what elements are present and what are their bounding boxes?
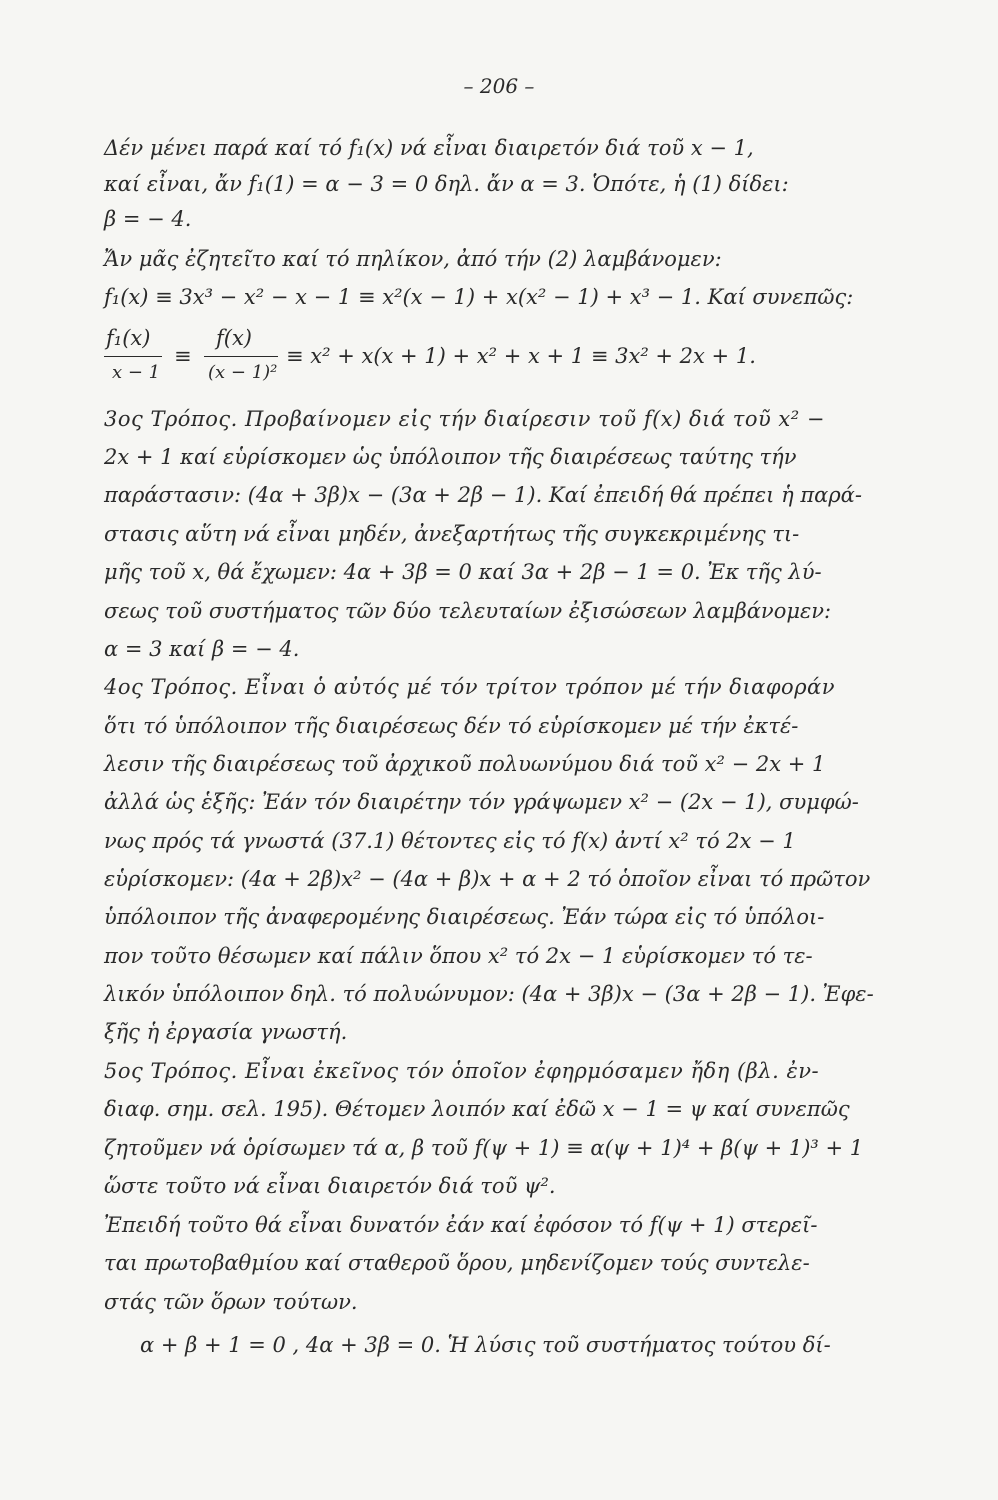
text-line-13: 4ος Τρόπος. Εἶναι ὁ αὐτός μέ τόν τρίτον τρόπον μέ τήν διαφοράν bbox=[104, 675, 835, 699]
fraction-2-bar bbox=[204, 356, 278, 357]
text-line-5: f₁(x) ≡ 3x³ − x² − x − 1 ≡ x²(x − 1) + x(x² − 1) + x³ − 1. Καί συνεπῶς: bbox=[104, 285, 854, 309]
text-line-18: εὑρίσκομεν: (4α + 2β)x² − (4α + β)x + α + 2 τό ὁποῖον εἶναι τό πρῶτον bbox=[104, 867, 871, 891]
text-line-12: α = 3 καί β = − 4. bbox=[104, 637, 300, 661]
text-line-3: β = − 4. bbox=[104, 207, 192, 231]
text-line-16: ἀλλά ὡς ἑξῆς: Ἐάν τόν διαιρέτην τόν γράψωμεν x² − (2x − 1), συμφώ- bbox=[104, 790, 859, 814]
fraction-result: ≡ x² + x(x + 1) + x² + x + 1 ≡ 3x² + 2x + 1. bbox=[286, 344, 756, 368]
text-line-30: α + β + 1 = 0 , 4α + 3β = 0. Ἡ λύσις τοῦ συστήματος τούτου δί- bbox=[140, 1333, 831, 1357]
text-line-1: Δέν μένει παρά καί τό f₁(x) νά εἶναι διαιρετόν διά τοῦ x − 1, bbox=[104, 136, 754, 160]
fraction-1-numerator: f₁(x) bbox=[106, 326, 151, 350]
text-line-10: μῆς τοῦ x, θά ἔχωμεν: 4α + 3β = 0 καί 3α + 2β − 1 = 0. Ἐκ τῆς λύ- bbox=[104, 560, 822, 584]
text-line-20: πον τοῦτο θέσωμεν καί πάλιν ὅπου x² τό 2x − 1 εὑρίσκομεν τό τε- bbox=[104, 944, 813, 968]
text-line-24: διαφ. σημ. σελ. 195). Θέτομεν λοιπόν καί ἐδῶ x − 1 = ψ καί συνεπῶς bbox=[104, 1097, 850, 1121]
fraction-2-numerator: f(x) bbox=[216, 326, 253, 350]
text-line-25: ζητοῦμεν νά ὁρίσωμεν τά α, β τοῦ f(ψ + 1) ≡ α(ψ + 1)⁴ + β(ψ + 1)³ + 1 bbox=[104, 1136, 864, 1160]
fraction-equation bbox=[104, 326, 934, 386]
fraction-1-bar bbox=[104, 356, 162, 357]
text-line-2: καί εἶναι, ἄν f₁(1) = α − 3 = 0 δηλ. ἄν α = 3. Ὁπότε, ἡ (1) δίδει: bbox=[104, 172, 789, 196]
text-line-9: στασις αὕτη νά εἶναι μηδέν, ἀνεξαρτήτως τῆς συγκεκριμένης τι- bbox=[104, 522, 800, 546]
text-line-23: 5ος Τρόπος. Εἶναι ἐκεῖνος τόν ὁποῖον ἐφηρμόσαμεν ἤδη (βλ. ἐν- bbox=[104, 1059, 820, 1083]
text-line-19: ὑπόλοιπον τῆς ἀναφερομένης διαιρέσεως. Ἐάν τώρα εἰς τό ὑπόλοι- bbox=[104, 905, 825, 929]
text-line-29: στάς τῶν ὅρων τούτων. bbox=[104, 1290, 358, 1314]
equivalence-sign: ≡ bbox=[174, 344, 192, 368]
text-line-27: Ἐπειδή τοῦτο θά εἶναι δυνατόν ἐάν καί ἐφόσον τό f(ψ + 1) στερεῖ- bbox=[104, 1213, 818, 1237]
text-line-11: σεως τοῦ συστήματος τῶν δύο τελευταίων ἐξισώσεων λαμβάνομεν: bbox=[104, 599, 832, 623]
page-number: – 206 – bbox=[463, 74, 535, 98]
text-line-22: ξῆς ἡ ἐργασία γνωστή. bbox=[104, 1020, 348, 1044]
text-line-6: 3ος Τρόπος. Προβαίνομεν εἰς τήν διαίρεσιν τοῦ f(x) διά τοῦ x² − bbox=[104, 407, 825, 431]
fraction-2-denominator: (x − 1)² bbox=[208, 362, 278, 383]
text-line-26: ὥστε τοῦτο νά εἶναι διαιρετόν διά τοῦ ψ². bbox=[104, 1174, 556, 1198]
text-line-7: 2x + 1 καί εὑρίσκομεν ὡς ὑπόλοιπον τῆς διαιρέσεως ταύτης τήν bbox=[104, 445, 797, 469]
fraction-1-denominator: x − 1 bbox=[112, 362, 161, 383]
text-line-28: ται πρωτοβαθμίου καί σταθεροῦ ὅρου, μηδενίζομεν τούς συντελε- bbox=[104, 1251, 810, 1275]
text-line-8: παράστασιν: (4α + 3β)x − (3α + 2β − 1). Καί ἐπειδή θά πρέπει ἡ παρά- bbox=[104, 483, 862, 507]
text-line-15: λεσιν τῆς διαιρέσεως τοῦ ἀρχικοῦ πολυωνύμου διά τοῦ x² − 2x + 1 bbox=[104, 752, 826, 776]
text-line-14: ὅτι τό ὑπόλοιπον τῆς διαιρέσεως δέν τό εὑρίσκομεν μέ τήν ἐκτέ- bbox=[104, 714, 799, 738]
text-line-17: νως πρός τά γνωστά (37.1) θέτοντες εἰς τό f(x) ἀντί x² τό 2x − 1 bbox=[104, 829, 796, 853]
text-line-4: Ἄν μᾶς ἐζητεῖτο καί τό πηλίκον, ἀπό τήν (2) λαμβάνομεν: bbox=[104, 247, 722, 271]
text-line-21: λικόν ὑπόλοιπον δηλ. τό πολυώνυμον: (4α + 3β)x − (3α + 2β − 1). Ἐφε- bbox=[104, 982, 874, 1006]
